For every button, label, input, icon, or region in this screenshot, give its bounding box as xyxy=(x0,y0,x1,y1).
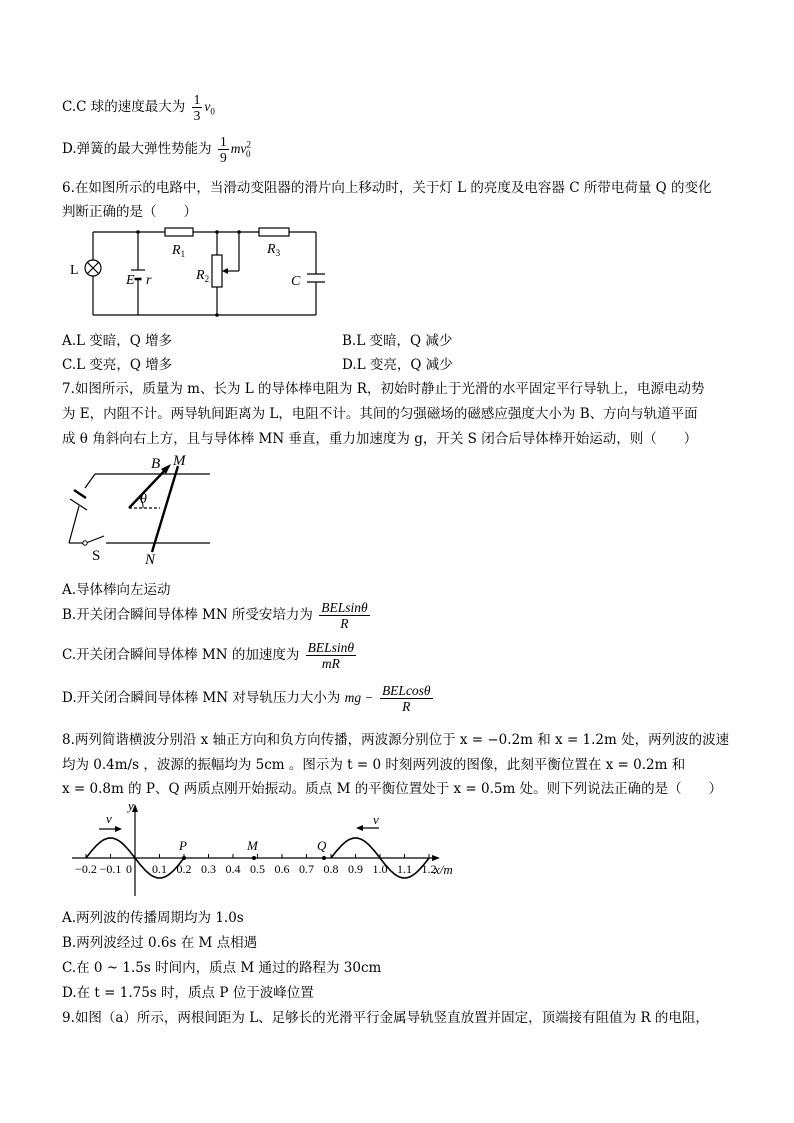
x-tick-label: 0.3 xyxy=(201,862,216,876)
b-label: B xyxy=(151,456,161,472)
q6-stem-line1: 6.在如图所示的电路中，当滑动变阻器的滑片向上移动时，关于灯 L 的亮度及电容器 C 所带电荷量 Q 的变化 xyxy=(62,180,712,196)
q6-option-c: C.L 变亮，Q 增多 xyxy=(62,357,173,373)
q7-option-d: D.开关闭合瞬间导体棒 MN 对导轨压力大小为 mg − $\frac{\text{BELcosθ}}{R}$ xyxy=(62,683,431,714)
left-v-label: v xyxy=(106,811,112,826)
fraction: $\frac{\text{BELcosθ}}{R}$ xyxy=(381,683,431,714)
r1-label: $R_1$ xyxy=(172,243,186,259)
fraction: $\frac{1}{3}$ xyxy=(193,92,201,123)
y-axis-label: y xyxy=(128,798,134,813)
x-tick-label: 0.8 xyxy=(323,862,339,876)
q6-stem-line2: 判断正确的是（ ） xyxy=(62,204,197,220)
x-tick-label: 1.2 xyxy=(421,862,437,876)
q8-option-b: B.两列波经过 0.6s 在 M 点相遇 xyxy=(62,935,258,951)
r2-label: $R_2$ xyxy=(196,268,210,284)
q7-stem-line1: 7.如图所示，质量为 m、长为 L 的导体棒电阻为 R，初始时静止于光滑的水平固定平行导轨上，电源电动势 xyxy=(62,381,705,397)
x-tick-label: 0.5 xyxy=(250,862,265,876)
q7-option-c: C.开关闭合瞬间导体棒 MN 的加速度为 $\frac{\text{BELsinθ}}{mR}$ xyxy=(62,640,355,671)
q7-option-b: B.开关闭合瞬间导体棒 MN 所受安培力为 $\frac{\text{BELsinθ}}{R}$ xyxy=(62,600,368,631)
n-label: N xyxy=(145,552,156,568)
x-tick-label: 1.1 xyxy=(397,862,412,876)
point-q-dot xyxy=(322,856,326,860)
q8-stem-line3: x = 0.8m 的 P、Q 两质点刚开始振动。质点 M 的平衡位置处于 x = 0.5m 处。则下列说法正确的是（ ） xyxy=(62,781,723,797)
q6-option-b: B.L 变暗，Q 减少 xyxy=(342,333,453,349)
q8-option-d: D.在 t = 1.75s 时，质点 P 位于波峰位置 xyxy=(62,985,314,1001)
q5-option-c: C.C 球的速度最大为 $\frac{1}{3}$ $v_0$ xyxy=(62,92,215,123)
right-v-label: v xyxy=(373,812,379,827)
q8-stem-line2: 均为 0.4m/s ，波源的振幅均为 5cm 。图示为 t = 0 时刻两列波的图像，此刻平衡位置在 x = 0.2m 和 xyxy=(62,757,686,773)
fraction: $\frac{\text{BELsinθ}}{R}$ xyxy=(321,600,368,631)
q5-option-d: D.弹簧的最大弹性势能为 $\frac{1}{9}$ $mv^2_0$ xyxy=(62,134,251,165)
q-label: Q xyxy=(317,838,327,853)
x-axis-label: x/m xyxy=(434,862,453,877)
q6-option-d: D.L 变亮，Q 减少 xyxy=(342,357,453,373)
q8-option-a: A.两列波的传播周期均为 1.0s xyxy=(62,910,244,926)
q8-wave-figure xyxy=(62,800,462,900)
q7-rail-figure xyxy=(62,450,222,572)
fraction: $\frac{\text{BELsinθ}}{mR}$ xyxy=(307,640,355,671)
x-tick-label: −0.2 xyxy=(75,862,97,876)
fraction: $\frac{1}{9}$ xyxy=(219,134,227,165)
x-tick-label: 0 xyxy=(126,862,132,876)
q9-stem-line1: 9.如图（a）所示，两根间距为 L、足够长的光滑平行金属导轨竖直放置并固定，顶端接有阻值为 R 的电阻， xyxy=(62,1010,709,1026)
r3-label: $R_3$ xyxy=(267,242,281,258)
m-label: M xyxy=(247,838,258,853)
x-tick-label: 0.1 xyxy=(152,862,167,876)
internal-resistance-label: r xyxy=(146,273,152,288)
emf-label: E xyxy=(126,273,135,288)
p-label: P xyxy=(179,838,187,853)
x-tick-label: 0.4 xyxy=(225,862,241,876)
x-tick-label: −0.1 xyxy=(99,862,122,876)
capacitor-label: C xyxy=(291,274,301,289)
point-m-dot xyxy=(252,856,256,860)
x-tick-label: 0.9 xyxy=(348,862,363,876)
point-p-dot xyxy=(182,856,186,860)
x-tick-label: 0.6 xyxy=(274,862,290,876)
q7-option-a: A.导体棒向左运动 xyxy=(62,582,171,598)
q7-stem-line2: 为 E，内阻不计。两导轨间距离为 L，电阻不计。其间的匀强磁场的磁感应强度大小为 B、方向与轨道平面 xyxy=(62,406,698,422)
x-tick-label: 0.7 xyxy=(299,862,314,876)
m-label: M xyxy=(173,453,186,469)
theta-label: θ xyxy=(140,492,147,507)
q6-circuit-figure xyxy=(62,222,332,322)
q8-stem-line1: 8.两列简谐横波分别沿 x 轴正方向和负方向传播，两波源分别位于 x = −0.2m 和 x = 1.2m 处，两列波的波速 xyxy=(62,732,730,748)
switch-label: S xyxy=(92,548,101,564)
q7-stem-line3: 成 θ 角斜向右上方，且与导体棒 MN 垂直，重力加速度为 g，开关 S 闭合后导体棒开始运动，则（ ） xyxy=(62,431,698,447)
lamp-label: L xyxy=(70,263,79,278)
q8-option-c: C.在 0 ~ 1.5s 时间内，质点 M 通过的路程为 30cm xyxy=(62,960,382,976)
q6-option-a: A.L 变暗，Q 增多 xyxy=(62,333,173,349)
x-tick-label: 1.0 xyxy=(372,862,388,876)
x-tick-label: 0.2 xyxy=(176,862,192,876)
